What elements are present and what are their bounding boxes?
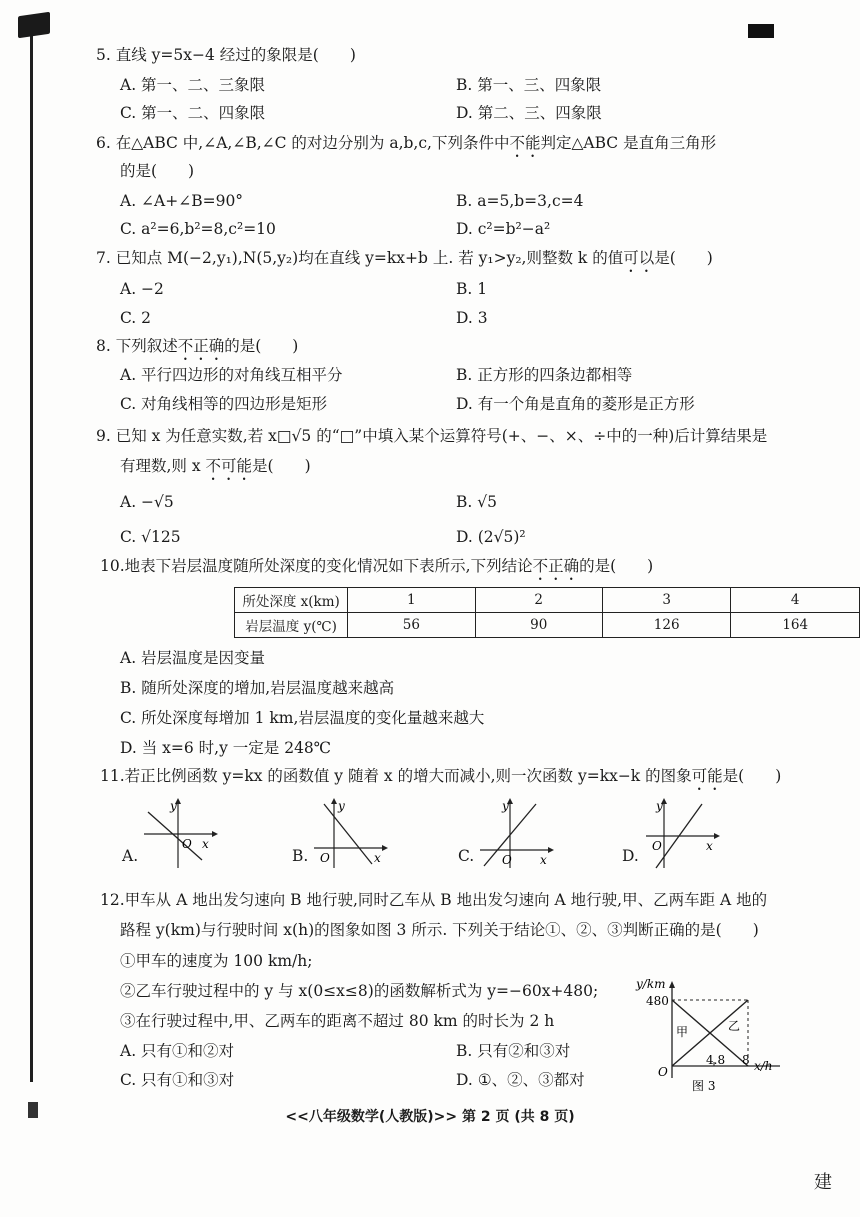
q9-stem-line2 <box>120 455 311 484</box>
q10-stem-pre: 10.地表下岩层温度随所处深度的变化情况如下表所示,下列结论 <box>100 557 533 575</box>
q10-stem-post: 的是( ) <box>579 557 654 575</box>
q11-option-b-label: B. <box>292 847 309 865</box>
q9-option-c: C. √125 <box>120 528 181 546</box>
fig3-origin: O <box>658 1065 668 1079</box>
table-cell: 90 <box>475 613 602 638</box>
q11-graph-c <box>476 798 556 870</box>
table-cell: 126 <box>602 613 731 638</box>
binding-line <box>30 22 33 1082</box>
q8-option-b: B. 正方形的四条边都相等 <box>456 366 633 384</box>
q7-option-b: B. 1 <box>456 280 488 298</box>
q6-stem <box>96 132 716 161</box>
q11-graph-d <box>642 798 722 870</box>
table-cell: 4 <box>731 588 860 613</box>
fig3-xlabel: x/h <box>754 1059 773 1073</box>
q10-option-a: A. 岩层温度是因变量 <box>120 649 266 667</box>
axis-x-label: x <box>706 839 713 853</box>
q7-option-d: D. 3 <box>456 309 488 327</box>
q12-stem: 12.甲车从 A 地出发匀速向 B 地行驶,同时乙车从 B 地出发匀速向 A 地行驶,甲、乙两车距 A 地的 <box>100 891 768 909</box>
q9-option-a: A. −√5 <box>120 493 174 511</box>
origin-label: O <box>502 853 512 867</box>
q10-option-c: C. 所处深度每增加 1 km,岩层温度的变化量越来越大 <box>120 709 485 727</box>
q8-stem-emphasis: 不正确 <box>177 337 225 355</box>
q10-option-d: D. 当 x=6 时,y 一定是 248℃ <box>120 739 332 757</box>
q8-option-d: D. 有一个角是直角的菱形是正方形 <box>456 395 695 413</box>
q11-option-a-label: A. <box>122 847 139 865</box>
q12-statement-1: ①甲车的速度为 100 km/h; <box>120 952 313 970</box>
table-cell: 2 <box>475 588 602 613</box>
binding-mark <box>18 12 50 38</box>
table-header-cell: 所处深度 x(km) <box>235 588 348 613</box>
q5-stem: 5. 直线 y=5x−4 经过的象限是( ) <box>96 46 356 64</box>
table-row <box>235 588 860 613</box>
q10-data-table <box>234 587 860 638</box>
table-row <box>235 613 860 638</box>
fig3-caption: 图 3 <box>692 1079 716 1093</box>
q11-stem-emphasis: 可能 <box>691 767 723 785</box>
fig3-x48: 4.8 <box>706 1053 726 1067</box>
q7-stem-pre: 7. 已知点 M(−2,y₁),N(5,y₂)均在直线 y=kx+b 上. 若 y₁>y₂,则整数 k 的值 <box>96 249 624 267</box>
fig3-ylabel: y/km <box>636 978 666 991</box>
q11-graph-a <box>140 798 220 870</box>
fig3-x8: 8 <box>742 1053 750 1067</box>
q8-stem <box>96 335 298 364</box>
corner-mark <box>748 24 774 38</box>
q5-option-d: D. 第二、三、四象限 <box>456 104 602 122</box>
q9-option-d: D. (2√5)² <box>456 528 526 546</box>
q11-stem-post: 是( ) <box>722 767 782 785</box>
table-cell: 56 <box>348 613 475 638</box>
q12-stem-line2: 路程 y(km)与行驶时间 x(h)的图象如图 3 所示. 下列关于结论①、②、③判断正确的是( ) <box>120 921 759 939</box>
q12-statement-2: ②乙车行驶过程中的 y 与 x(0≤x≤8)的函数解析式为 y=−60x+480; <box>120 982 599 1000</box>
q12-option-d: D. ①、②、③都对 <box>456 1071 585 1089</box>
corner-character: 建 <box>814 1172 832 1193</box>
q11-graph-b <box>310 798 390 870</box>
q7-option-c: C. 2 <box>120 309 152 327</box>
axis-y-label: y <box>338 799 345 813</box>
q9-stem2-post: 是( ) <box>252 457 311 475</box>
q9-stem: 9. 已知 x 为任意实数,若 x□√5 的“□”中填入某个运算符号(+、−、×、÷中的一种)后计算结果是 <box>96 427 768 445</box>
q12-option-c: C. 只有①和③对 <box>120 1071 235 1089</box>
q11-stem <box>100 765 781 794</box>
q6-stem-emphasis: 不能 <box>509 134 541 152</box>
q6-stem-line2: 的是( ) <box>120 162 195 180</box>
q11-option-c-label: C. <box>458 847 475 865</box>
q5-option-a: A. 第一、二、三象限 <box>120 76 266 94</box>
q7-stem <box>96 247 713 276</box>
q10-stem <box>100 555 653 584</box>
page-footer: <<八年级数学(人教版)>> 第 2 页 (共 8 页) <box>285 1109 575 1125</box>
axis-y-label: y <box>656 799 663 813</box>
q9-stem2-emphasis: 不可能 <box>205 457 253 475</box>
axis-x-label: x <box>374 851 381 865</box>
axis-x-label: x <box>540 853 547 867</box>
q8-option-a: A. 平行四边形的对角线互相平分 <box>120 366 343 384</box>
q6-option-a: A. ∠A+∠B=90° <box>120 192 244 210</box>
q6-stem-pre: 6. 在△ABC 中,∠A,∠B,∠C 的对边分别为 a,b,c,下列条件中 <box>96 134 510 152</box>
q12-statement-3: ③在行驶过程中,甲、乙两车的距离不超过 80 km 的时长为 2 h <box>120 1012 555 1030</box>
figure-3 <box>630 978 790 1098</box>
q6-option-b: B. a=5,b=3,c=4 <box>456 192 584 210</box>
q7-option-a: A. −2 <box>120 280 164 298</box>
q7-stem-emphasis: 可以 <box>623 249 655 267</box>
q8-option-c: C. 对角线相等的四边形是矩形 <box>120 395 328 413</box>
origin-label: O <box>320 851 330 865</box>
axis-y-label: y <box>170 799 177 813</box>
q11-option-d-label: D. <box>622 847 639 865</box>
origin-label: O <box>652 839 662 853</box>
q8-stem-pre: 8. 下列叙述 <box>96 337 178 355</box>
table-header-cell: 岩层温度 y(℃) <box>235 613 348 638</box>
q9-option-b: B. √5 <box>456 493 497 511</box>
axis-y-label: y <box>502 799 509 813</box>
q11-stem-pre: 11.若正比例函数 y=kx 的函数值 y 随着 x 的增大而减小,则一次函数 y=kx−k 的图象 <box>100 767 692 785</box>
q6-option-c: C. a²=6,b²=8,c²=10 <box>120 220 276 238</box>
q8-stem-post: 的是( ) <box>224 337 299 355</box>
table-cell: 164 <box>731 613 860 638</box>
q6-option-d: D. c²=b²−a² <box>456 220 551 238</box>
table-cell: 3 <box>602 588 731 613</box>
fig3-jia-label: 甲 <box>676 1025 689 1039</box>
fig3-y480: 480 <box>646 994 669 1008</box>
q10-stem-emphasis: 不正确 <box>532 557 580 575</box>
fig3-yi-label: 乙 <box>728 1019 741 1033</box>
q12-option-b: B. 只有②和③对 <box>456 1042 571 1060</box>
q9-stem2-pre: 有理数,则 x <box>120 457 206 475</box>
q5-option-c: C. 第一、二、四象限 <box>120 104 266 122</box>
q7-stem-post: 是( ) <box>654 249 713 267</box>
table-cell: 1 <box>348 588 475 613</box>
q12-option-a: A. 只有①和②对 <box>120 1042 235 1060</box>
q10-option-b: B. 随所处深度的增加,岩层温度越来越高 <box>120 679 395 697</box>
axis-x-label: x <box>202 837 209 851</box>
q5-option-b: B. 第一、三、四象限 <box>456 76 602 94</box>
origin-label: O <box>182 837 192 851</box>
q6-stem-post: 判定△ABC 是直角三角形 <box>540 134 717 152</box>
